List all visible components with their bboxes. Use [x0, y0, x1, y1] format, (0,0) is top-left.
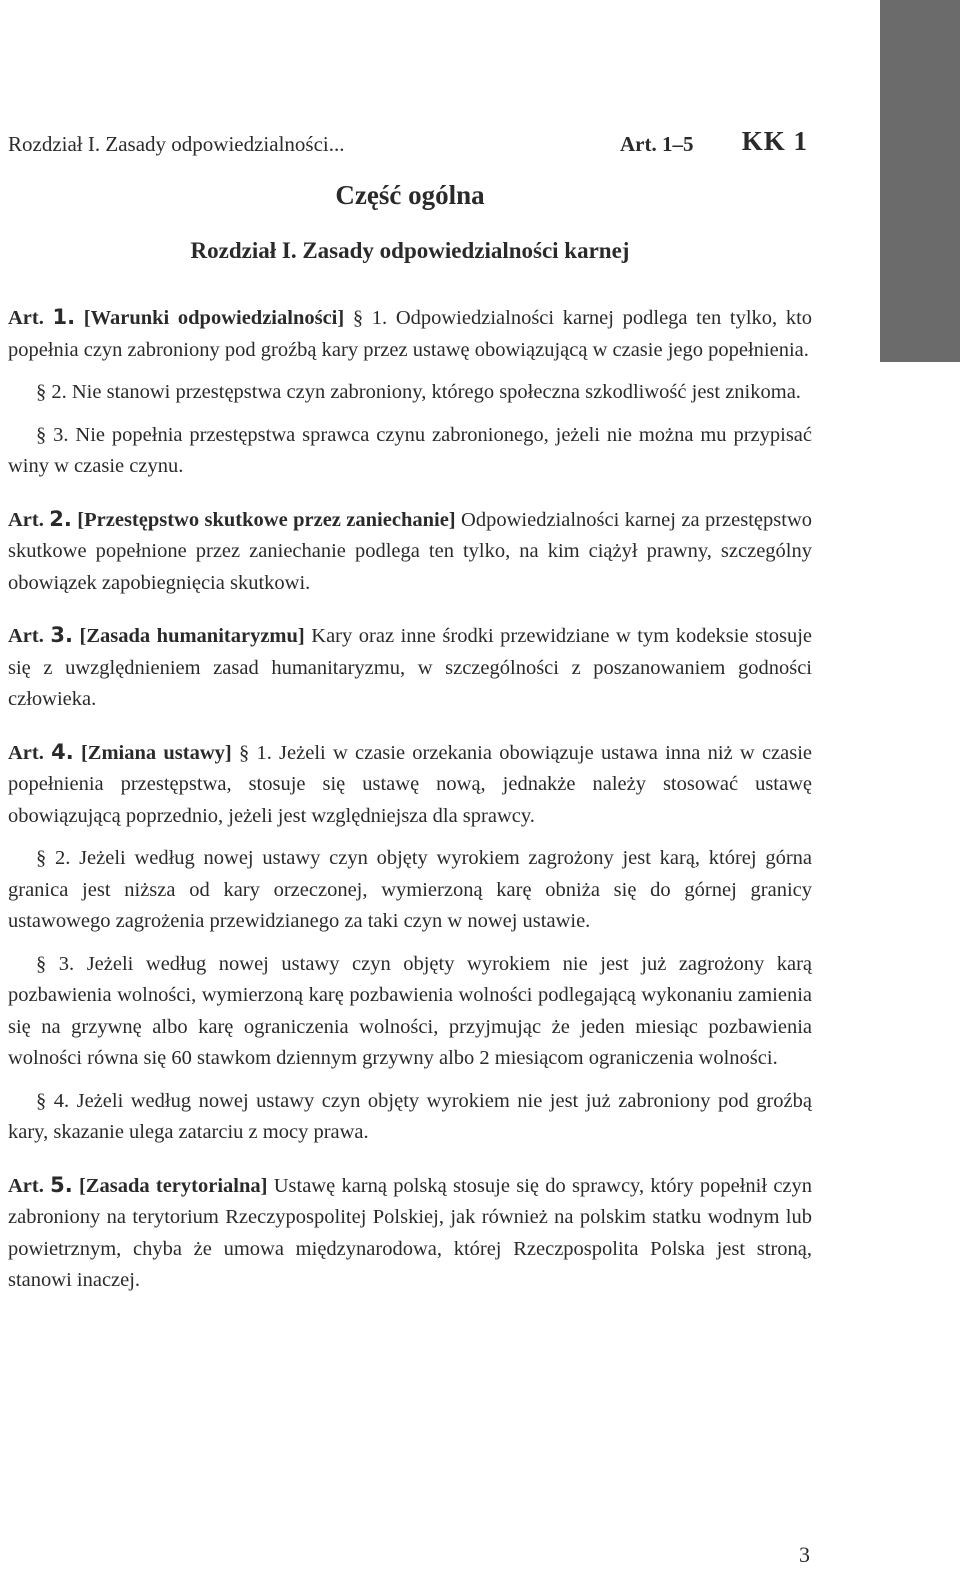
article-number: 4. — [51, 739, 74, 764]
article-4 — [8, 737, 812, 1149]
article-number: 3. — [50, 623, 73, 647]
article-paragraph: § 3. Jeżeli według nowej ustawy czyn objęty wyrokiem nie jest już zagrożony karą pozbawienia wolności, wymierzoną karę pozbawienia wolności podlegającą wykonaniu zamienia się na grzywnę albo karę ograniczenia wolności, przyjmując że jeden miesiąc pozbawienia wolności równa się 60 stawkom dziennym grzywny albo 2 miesiącom ograniczenia wolności. — [8, 952, 812, 1069]
chapter-thumb-tab — [880, 0, 960, 362]
chapter-title: Rozdział I. Zasady odpowiedzialności karnej — [190, 238, 630, 263]
article-paragraph: § 3. Nie popełnia przestępstwa sprawca czynu zabronionego, jeżeli nie można mu przypisać winy w czasie czynu. — [8, 423, 812, 477]
running-head-chapter: Rozdział I. Zasady odpowiedzialności... — [8, 132, 345, 156]
article-label: Art. — [8, 307, 44, 329]
article-number: 5. — [50, 1172, 73, 1197]
article-paragraph — [8, 737, 812, 833]
paragraph-text: Odpowiedzialności karnej za przestępstwo skutkowe popełnione przez zaniechanie podlega ten tylko, na kim ciążył prawny, szczególny obowiązek zapobiegnięcia skutkowi. — [8, 508, 812, 594]
running-head — [8, 128, 812, 162]
article-title: [Zmiana ustawy] — [80, 741, 232, 764]
article-paragraph: § 4. Jeżeli według nowej ustawy czyn objęty wyrokiem nie jest już zabroniony pod groźbą kary, skazanie ulega zatarciu z mocy prawa. — [8, 1089, 812, 1143]
article-paragraph: § 2. Nie stanowi przestępstwa czyn zabroniony, którego społeczna szkodliwość jest znikoma. — [36, 381, 801, 403]
paragraph-text: Ustawę karną polską stosuje się do sprawcy, który popełnił czyn zabroniony na terytorium Rzeczypospolitej Polskiej, jak również na polskim statku wodnym lub powietrznym, chyba że umowa międzynarodowa, której Rzeczpospolita Polska jest stroną, stanowi inaczej. — [8, 1174, 813, 1291]
article-label: Art. — [8, 625, 44, 647]
article-paragraph — [8, 620, 812, 716]
article-number: 2. — [49, 506, 72, 531]
article-title: [Warunki odpowiedzialności] — [83, 307, 345, 329]
paragraph-text: Kary oraz inne środki przewidziane w tym kodeksie stosuje się z uwzględnieniem zasad humanitaryzmu, w szczególności z poszanowaniem godności człowieka. — [8, 625, 813, 710]
running-head-code: KK 1 — [741, 126, 808, 156]
article-label: Art. — [8, 1174, 44, 1197]
article-label: Art. — [8, 741, 44, 764]
paragraph-text: § 1. Odpowiedzialności karnej podlega ten tylko, kto popełnia czyn zabroniony pod groźbą kary przez ustawę obowiązującą w czasie jego popełnienia. — [8, 307, 813, 361]
article-title: [Zasada humanitaryzmu] — [79, 625, 305, 647]
article-1 — [8, 302, 812, 483]
part-title: Część ogólna — [335, 180, 485, 210]
article-title: [Zasada terytorialna] — [78, 1174, 268, 1197]
article-title: [Przestępstwo skutkowe przez zaniechanie] — [77, 508, 456, 531]
article-paragraph — [8, 504, 812, 600]
page-number: 3 — [799, 1542, 810, 1567]
article-paragraph: § 2. Jeżeli według nowej ustawy czyn objęty wyrokiem zagrożony jest karą, której górna granica jest niższa od kary orzeczonej, wymierzoną karę obniża się do górnej granicy ustawowego zagrożenia przewidzianego za taki czyn w nowej ustawie. — [8, 847, 812, 932]
article-3 — [8, 620, 812, 716]
article-paragraph — [8, 302, 812, 366]
running-head-articles: Art. 1–5 — [620, 132, 694, 156]
paragraph-text: § 1. Jeżeli w czasie orzekania obowiązuje ustawa inna niż w czasie popełnienia przestępstwa, stosuje się ustawę nową, jednakże należy stosować ustawę obowiązującą poprzednio, jeżeli jest względniejsza dla sprawcy. — [8, 741, 813, 827]
article-5 — [8, 1170, 812, 1297]
article-label: Art. — [8, 508, 44, 531]
article-number: 1. — [52, 305, 76, 329]
article-paragraph — [8, 1170, 812, 1297]
article-2 — [8, 504, 812, 600]
document-body — [8, 302, 812, 1297]
